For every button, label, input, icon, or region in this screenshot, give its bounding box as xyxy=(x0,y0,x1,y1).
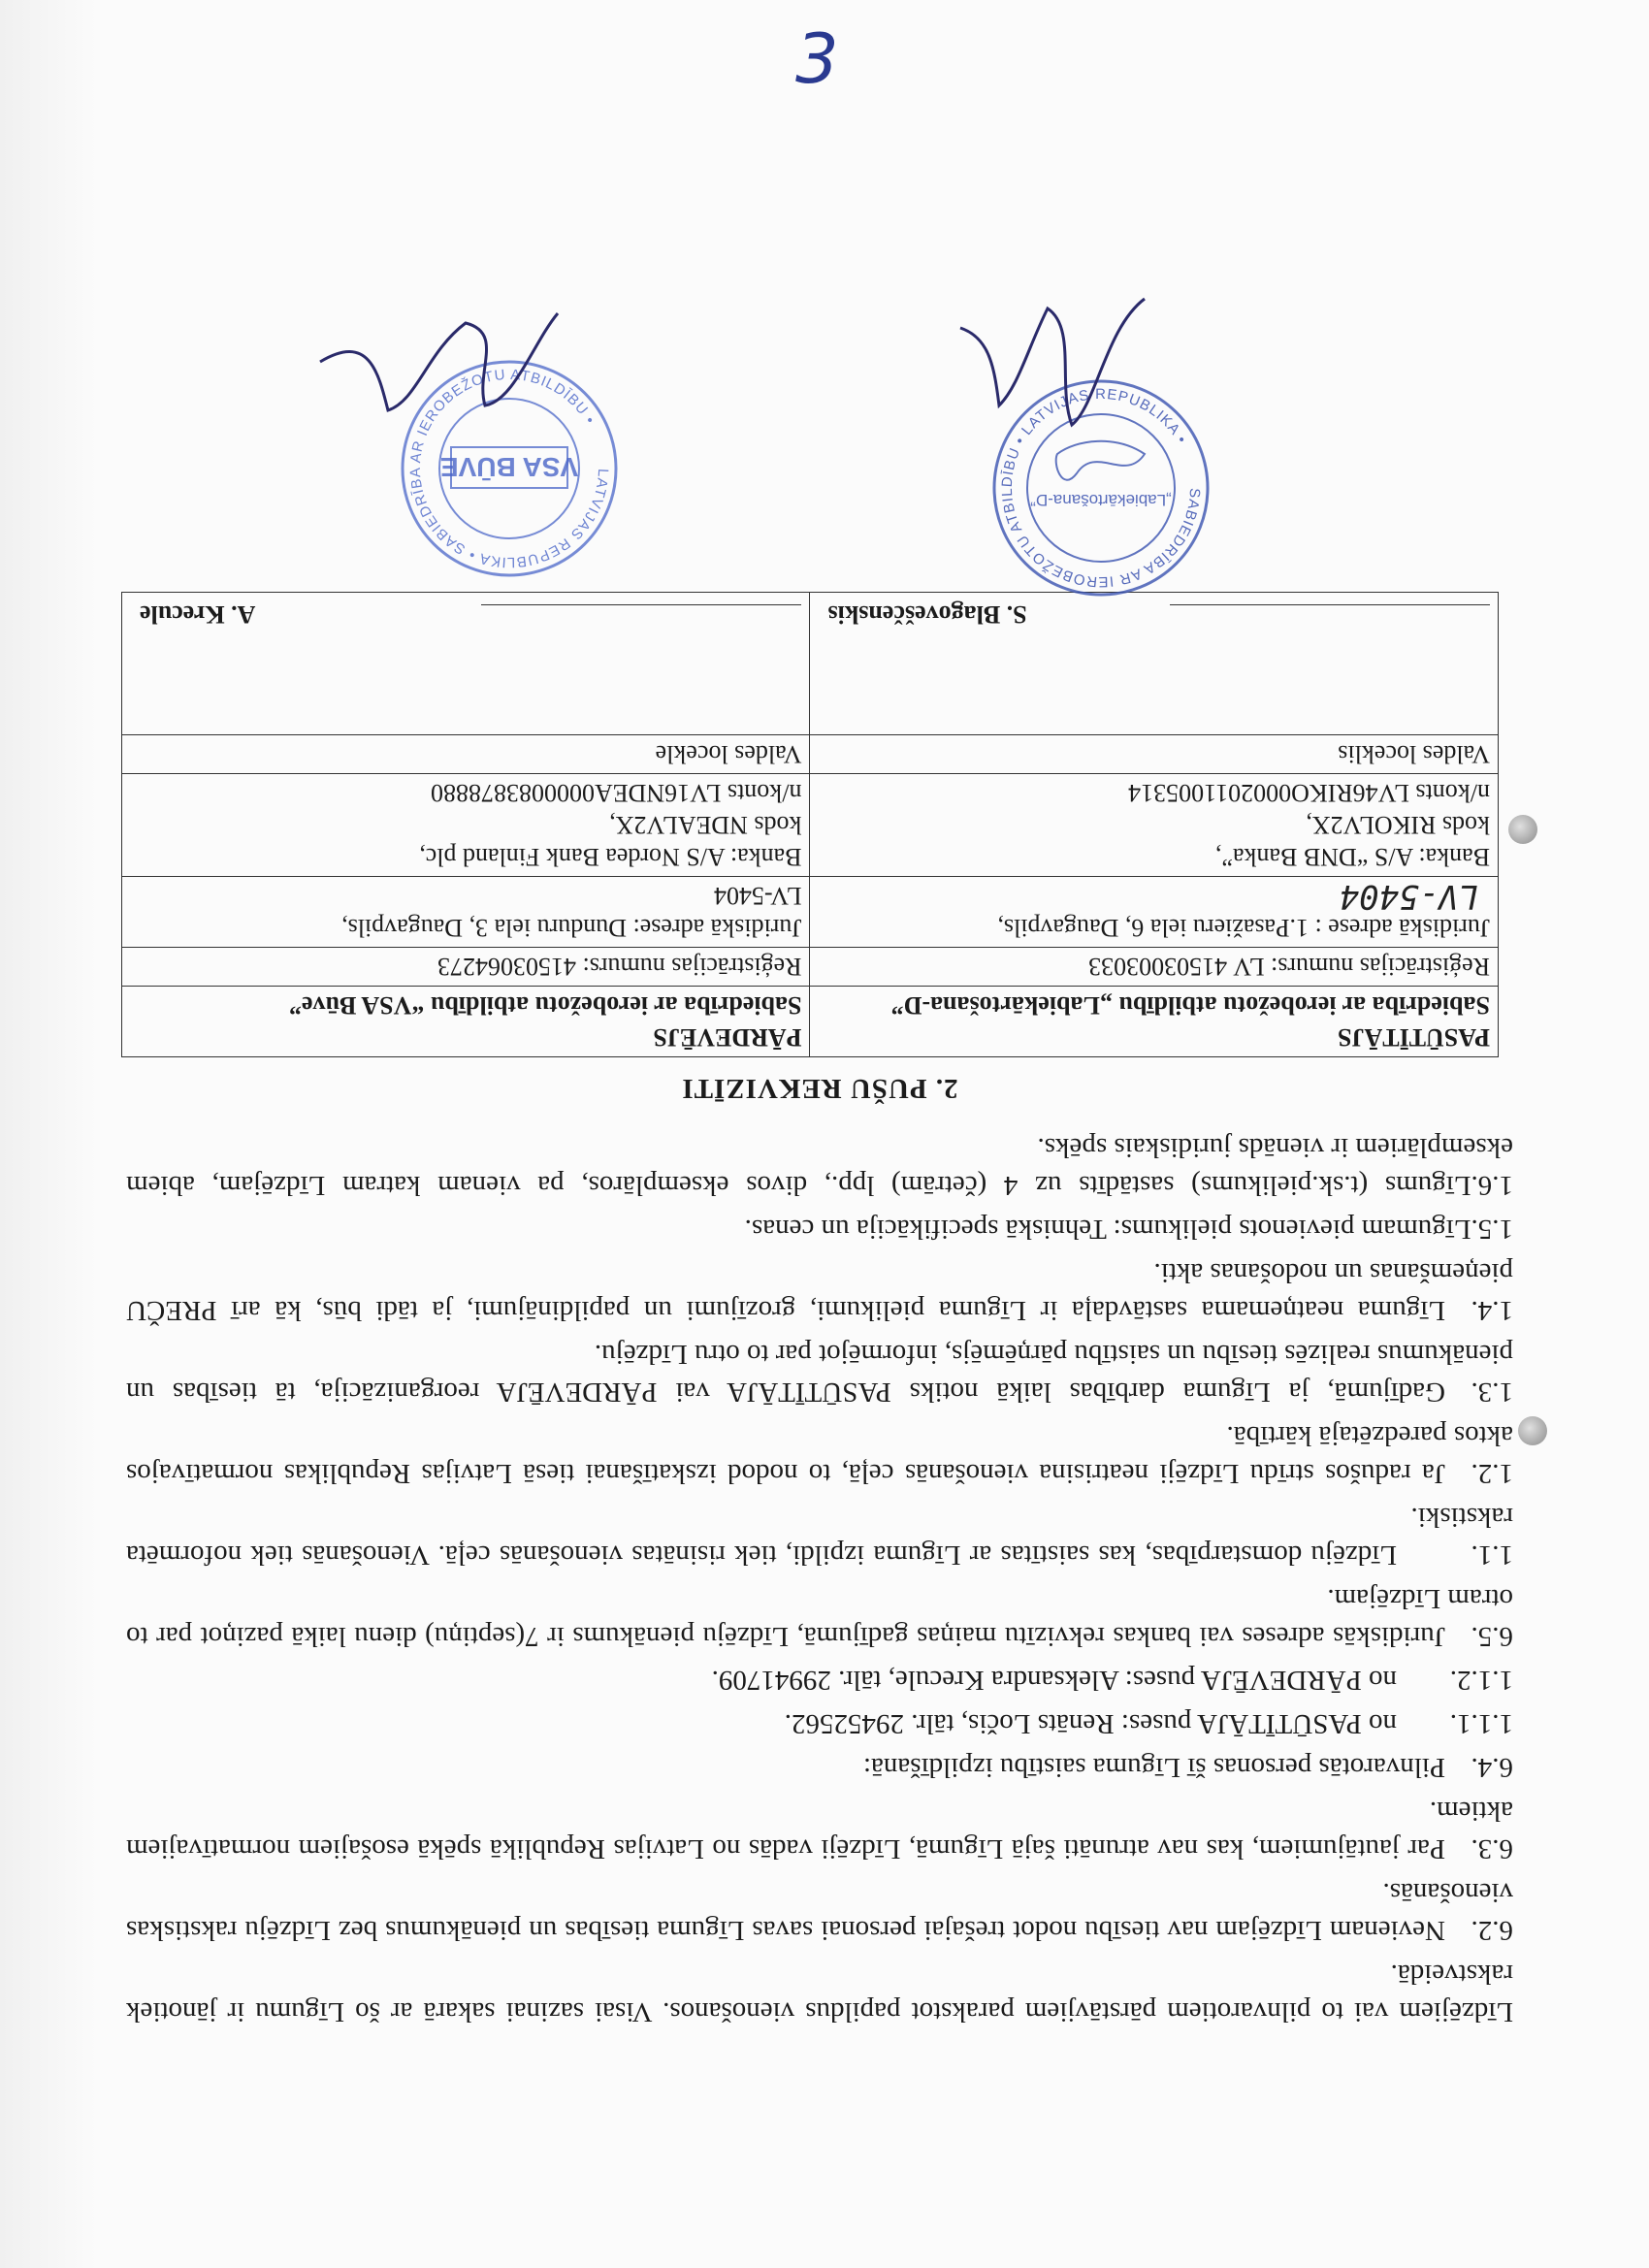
table-row xyxy=(122,877,1499,948)
table-row xyxy=(122,987,1499,1057)
buyer-reg-cell: Reģistrācijas numurs: LV 41503003033 xyxy=(810,948,1499,987)
paragraph-text: no PASŪTĪTĀJA puses: Renāts Ločis, tālr. 29452562. xyxy=(784,1708,1397,1739)
seller-bank-code: kods NDEALV2X, xyxy=(609,811,802,839)
paragraph-text: Līdzēju domstarpības, kas saistītas ar Līguma izpildi, tiek risinātas vienošanās ceļā. Vienošanās tiek noformēta rakstiski. xyxy=(126,1502,1513,1571)
buyer-account: n/konts LV46RIKO0002011005314 xyxy=(1128,779,1490,807)
punch-hole xyxy=(1518,1416,1547,1445)
table-row xyxy=(122,593,1499,735)
paragraph-text: 1.6.Līgums (t.sk.pielikums) sastādīts uz 4 (četrām) lpp., divos eksemplāros, pa vienam katram Līdzējam, abiem eksemplāriem ir vienāds juridiskais spēks. xyxy=(126,1132,1513,1201)
buyer-name: Sabiedrība ar ierobežotu atbildību „Labiekārtošana-D” xyxy=(890,991,1490,1020)
seller-stamp-ring-text: LATVIJAS REPUBLIKA • SABIEDRĪBA AR IEROBEŽOTU ATBILDĪBU • xyxy=(406,366,612,571)
paragraph-text: Juridiskās adreses vai bankas rekvizītu maiņas gadījumā, Līdzēju pienākums ir 7(septiņu) dienu laikā paziņot par to otram Līdzējam. xyxy=(126,1583,1513,1652)
paragraph-text: Līguma neatņemama sastāvdaļa ir Līguma pielikumi, grozījumi un papildinājumi, ja tādi būs, kā arī PREČU pieņemšanas un nodošanas akti. xyxy=(126,1257,1513,1326)
paragraph-6-4 xyxy=(126,1748,1513,1786)
buyer-bank: Banka: A/S “DNB Banka”, xyxy=(1214,843,1490,871)
paragraph-6-3 xyxy=(126,1792,1513,1867)
punch-hole xyxy=(1508,815,1537,844)
clause-number: 1.1.1. xyxy=(1449,1708,1513,1739)
buyer-signature-cell xyxy=(810,593,1499,735)
paragraph-text: Par jautājumiem, kas nav atrunāti šajā Līgumā, Līdzēji vadās no Latvijas Republikā spēkā esošajiem normatīvajiem aktiem. xyxy=(126,1796,1513,1864)
paragraph-continuation xyxy=(126,1955,1513,2030)
clause-number: 1.1.2. xyxy=(1449,1665,1513,1696)
buyer-header-cell xyxy=(810,987,1499,1057)
clause-number: 6.2. xyxy=(1471,1915,1513,1946)
contract-text xyxy=(126,592,1513,2030)
paragraph-1-1-2 xyxy=(126,1661,1513,1699)
seller-address-cell xyxy=(122,877,811,948)
paragraph-text: no PĀRDEVĒJA puses: Aleksandra Krecule, tālr. 29941709. xyxy=(711,1665,1397,1696)
clause-number: 1.2. xyxy=(1471,1458,1513,1489)
clause-number: 1.4. xyxy=(1471,1295,1513,1326)
paragraph-1-1 xyxy=(126,1498,1513,1573)
seller-account: n/konts LV16NDEA0000083878880 xyxy=(430,779,802,807)
buyer-address-cell xyxy=(810,877,1499,948)
requisites-table xyxy=(121,592,1499,1057)
clause-number: 6.5. xyxy=(1471,1621,1513,1652)
paragraph-text: Līdzējiem vai to pilnvarotiem pārstāvjiem parakstot papildus vienošanos. Visai sazinai sakarā ar šo Līgumu ir jānotiek rakstveidā. xyxy=(126,1959,1513,2027)
paragraph-text: Pilnvarotās personas šī Līguma saistību izpildīšanā: xyxy=(862,1752,1445,1783)
seller-stamp-center-text: VSA BŪVE xyxy=(439,452,579,482)
section-title: 2. PUŠU REKVIZĪTI xyxy=(681,1073,958,1104)
seller-bank: Banka: A/S Nordea Bank Finland plc, xyxy=(419,843,802,871)
paragraph-1-5 xyxy=(126,1210,1513,1247)
paragraph-text: 1.5.Līgumam pievienots pielikums: Tehniskā specifikācija un cenas. xyxy=(744,1214,1513,1245)
buyer-bank-code: kods RIKOLV2X, xyxy=(1306,811,1490,839)
buyer-role: PASŪTĪTĀJS xyxy=(1337,1023,1490,1052)
clause-number: 1.1. xyxy=(1471,1539,1513,1571)
paragraph-text: Gadījumā, ja Līguma darbības laikā notiks PASŪTĪTĀJA vai PĀRDEVĒJA reorganizācija, tā tiesības un pienākumus realizēs tiesību un saistību pārņēmējs, informējot par to otru Līdzēju. xyxy=(126,1339,1513,1408)
paragraph-text: Ja radušos strīdu Līdzēji neatrisina vienošanās ceļā, to nodod izskatīšanai tiesā Latvijas Republikas normatīvajos aktos paredzētajā kārtībā. xyxy=(126,1420,1513,1489)
signature-line xyxy=(482,604,802,605)
seller-address: Juridiskā adrese: Dunduru iela 3, Daugavpils, xyxy=(341,914,802,942)
buyer-position-cell: Valdes loceklis xyxy=(810,735,1499,774)
signature-line xyxy=(1170,604,1490,605)
paragraph-1-6 xyxy=(126,1128,1513,1204)
clause-number: 1.3. xyxy=(1471,1377,1513,1408)
handwritten-page-number: 3 xyxy=(795,19,839,99)
seller-name: Sabiedrība ar ierobežotu atbildību “VSA Būve” xyxy=(288,991,802,1020)
seller-signatory: A. Krecule xyxy=(140,600,256,629)
paragraph-1-3 xyxy=(126,1335,1513,1410)
seller-signature-icon xyxy=(301,275,572,430)
leaf-emblem-icon xyxy=(1056,441,1145,480)
buyer-signature-icon xyxy=(912,279,1164,444)
seller-address-postcode: LV-5404 xyxy=(713,882,802,910)
seller-role: PĀRDEVĒJS xyxy=(653,1023,802,1052)
seller-header-cell xyxy=(122,987,811,1057)
buyer-bank-cell xyxy=(810,774,1499,877)
clause-number: 6.3. xyxy=(1471,1833,1513,1864)
paragraph-1-1-1 xyxy=(126,1704,1513,1742)
table-row xyxy=(122,948,1499,987)
paragraph-1-2 xyxy=(126,1416,1513,1492)
buyer-signatory: S. Blagoveščenskis xyxy=(827,600,1027,629)
seller-position-cell: Valdes locekle xyxy=(122,735,811,774)
buyer-address-handwritten: LV-5404 xyxy=(1339,877,1478,916)
buyer-stamp-ring-text: SABIEDRĪBA AR IEROBEŽOTU ATBILDĪBU • LATVIJAS REPUBLIKA • xyxy=(998,385,1204,591)
paragraph-1-4 xyxy=(126,1253,1513,1329)
seller-signature-cell xyxy=(122,593,811,735)
clause-number: 6.4. xyxy=(1471,1752,1513,1783)
seller-bank-cell xyxy=(122,774,811,877)
buyer-address: Juridiskā adrese : 1.Pasažieru iela 6, Daugavpils, xyxy=(997,914,1490,942)
paragraph-6-2 xyxy=(126,1873,1513,1949)
seller-reg-cell: Reģistrācijas numurs: 41503064273 xyxy=(122,948,811,987)
paragraph-6-5 xyxy=(126,1579,1513,1655)
table-row xyxy=(122,774,1499,877)
table-row xyxy=(122,735,1499,774)
buyer-stamp-center-text: „Labiekārtošana-D” xyxy=(1030,491,1172,509)
paragraph-text: Nevienam Līdzējam nav tiesību nodot trešajai personai savas Līguma tiesības un pienākumus bez Līdzēju rakstiskas vienošanās. xyxy=(126,1877,1513,1946)
